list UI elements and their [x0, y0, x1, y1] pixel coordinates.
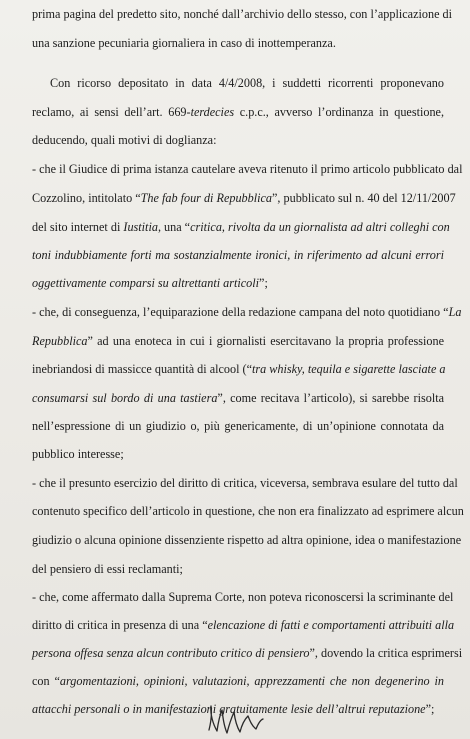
text-run: prima pagina del predetto sito, nonché dall’archivio dello stesso, con l’applicazione di	[32, 7, 452, 21]
text-run: del pensiero di essi reclamanti;	[32, 562, 183, 576]
text-line	[32, 442, 444, 466]
text-run: pubblico interesse;	[32, 447, 124, 461]
text-line	[32, 186, 456, 210]
text-line	[32, 414, 444, 438]
text-line	[32, 243, 444, 267]
text-line	[32, 215, 450, 239]
italic-text-run: attacchi personali o in manifestazioni gratuitamente lesie dell’altrui reputazione	[32, 702, 426, 716]
text-line	[32, 499, 464, 523]
text-run: inebriandosi di massicce quantità di alcool (“	[32, 362, 252, 376]
italic-text-run: tra whisky, tequila e sigarette lasciate a	[251, 362, 446, 376]
text-line	[32, 669, 444, 693]
italic-text-run: persona offesa senza alcun contributo critico di pensiero	[32, 646, 310, 660]
text-run: una sanzione pecuniaria giornaliera in caso di inottemperanza.	[32, 36, 336, 50]
italic-text-run: argomentazioni, opinioni, valutazioni, apprezzamenti che non degenerino in	[59, 674, 444, 688]
text-line	[32, 357, 444, 381]
text-line	[32, 528, 462, 552]
italic-text-run: critica, rivolta da un giornalista ad altri colleghi con	[190, 220, 450, 234]
text-line	[32, 2, 452, 26]
italic-text-run: consumarsi sul bordo di una tastiera	[32, 391, 218, 405]
text-run: contenuto specifico dell’articolo in questione, che non era finalizzato ad esprimere alcun	[32, 504, 464, 518]
text-run: , una “	[157, 220, 191, 234]
bullet-line	[32, 157, 463, 181]
italic-text-run: The fab four di Repubblica	[140, 191, 272, 205]
text-line	[32, 329, 444, 353]
italic-text-run: Repubblica	[32, 334, 88, 348]
text-line	[32, 100, 444, 124]
bullet-line	[32, 471, 458, 495]
handwritten-signature	[203, 700, 267, 736]
bullet-line	[32, 585, 454, 609]
italic-text-run: La	[448, 305, 462, 319]
text-run: c.p.c., avverso l’ordinanza in questione,	[234, 105, 444, 119]
text-run: ” ad una enoteca in cui i giornalisti esercitavano la propria professione	[87, 334, 444, 348]
italic-text-run: elencazione di fatti e comportamenti attribuiti alla	[207, 618, 455, 632]
text-run: Cozzolino, intitolato “	[32, 191, 141, 205]
text-run: ”, dovendo la critica esprimersi	[309, 646, 463, 660]
italic-text-run: Iustitia	[123, 220, 158, 234]
text-run: Con ricorso depositato in data 4/4/2008, i suddetti ricorrenti proponevano	[50, 76, 444, 90]
text-run: - che, di conseguenza, l’equiparazione della redazione campana del noto quotidiano “	[32, 305, 449, 319]
text-run: nell’espressione di un giudizio o, più genericamente, di un’opinione connotata da	[32, 419, 444, 433]
text-run: - che il presunto esercizio del diritto di critica, viceversa, sembrava esulare del tutto dal	[32, 476, 458, 490]
bullet-line	[32, 300, 462, 324]
italic-text-run: terdecies	[190, 105, 235, 119]
text-run: ”, come recitava l’articolo), si sarebbe risolta	[217, 391, 444, 405]
text-run: giudizio o alcuna opinione dissenziente rispetto ad altra opinione, idea o manifestazione	[32, 533, 462, 547]
text-line	[32, 613, 455, 637]
text-run: deducendo, quali motivi di doglianza:	[32, 133, 217, 147]
text-line	[32, 271, 444, 295]
text-run: ”, pubblicato sul n. 40 del 12/11/2007	[272, 191, 456, 205]
text-run: con “	[32, 674, 60, 688]
text-line	[32, 557, 444, 581]
text-run: - che il Giudice di prima istanza cautelare aveva ritenuto il primo articolo pubblicato dal	[32, 162, 463, 176]
text-run: - che, come affermato dalla Suprema Corte, non poteva riconoscersi la scriminante del	[32, 590, 454, 604]
text-line	[32, 31, 444, 55]
text-run: reclamo, ai sensi dell’art. 669-	[32, 105, 191, 119]
text-run: ”;	[259, 276, 268, 290]
text-run: ”;	[425, 702, 435, 716]
text-line	[32, 641, 463, 665]
text-line	[32, 128, 444, 152]
paragraph-start-line	[50, 71, 444, 95]
italic-text-run: toni indubbiamente forti ma sostanzialmente ironici, in riferimento ad alcuni errori	[32, 248, 444, 262]
text-run: diritto di critica in presenza di una “	[32, 618, 208, 632]
italic-text-run: oggettivamente comparsi su altrettanti articoli	[32, 276, 260, 290]
text-run: del sito internet di	[32, 220, 124, 234]
text-line	[32, 386, 444, 410]
